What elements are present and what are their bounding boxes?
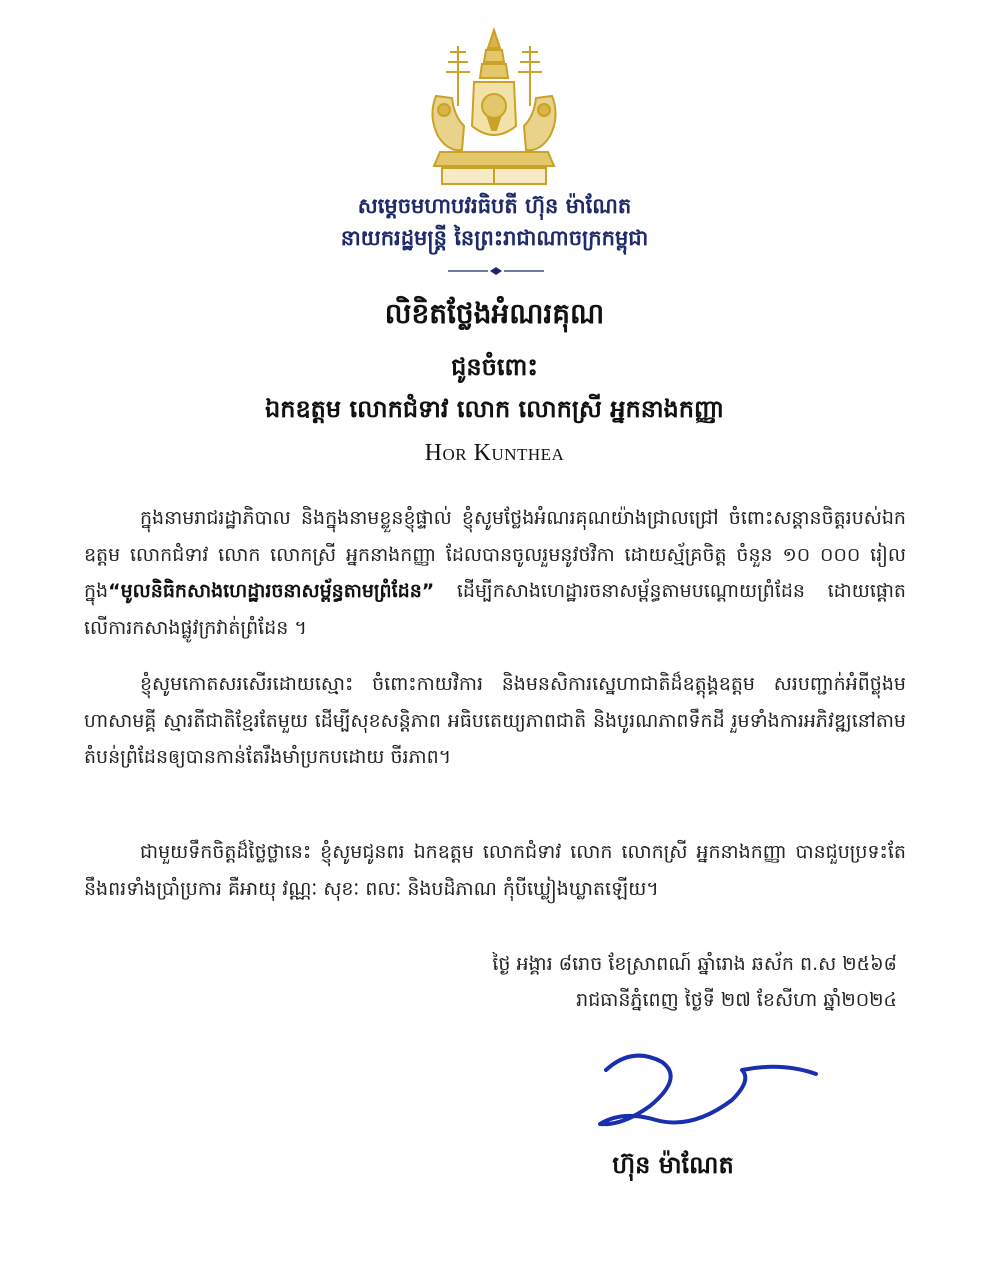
recipient-honorifics: ឯកឧត្តម លោកជំទាវ លោក លោកស្រី អ្នកនាងកញ្ញា bbox=[264, 395, 725, 423]
solar-date: រាជធានីភ្នំពេញ ថ្ងៃទី ២៧ ខែសីហា ឆ្នាំ២០២៤ bbox=[576, 989, 897, 1011]
lunar-date: ថ្ងៃ អង្គារ ៨រោច ខែស្រាពណ៍ ឆ្នាំរោង ឆស័ក ព.ស ២៥៦៨ bbox=[492, 953, 897, 975]
fund-name: “មូលនិធិកសាងហេដ្ឋារចនាសម្ព័ន្ធតាមព្រំដែន” bbox=[108, 580, 435, 602]
handwritten-signature bbox=[592, 1040, 822, 1140]
body-paragraph-3 bbox=[84, 834, 906, 907]
paragraph-1-text-end: ដើម្បីកសាងហេដ្ឋារចនាសម្ព័ន្ធតាមបណ្ដោយព្រំដែន ដោយផ្ដោតលើការកសាងផ្លូវក្រវាត់ព្រំដែន ។ bbox=[84, 580, 906, 639]
royal-coat-of-arms-icon bbox=[418, 26, 570, 188]
government-title: នាយករដ្ឋមន្ត្រី នៃព្រះរាជាណាចក្រកម្ពុជា bbox=[340, 226, 649, 250]
divider-ornament bbox=[448, 266, 544, 276]
signer-name: ហ៊ុន ម៉ាណែត bbox=[612, 1151, 734, 1179]
to-label: ជូនចំពោះ bbox=[451, 353, 538, 381]
letter-title: លិខិតថ្លែងអំណរគុណ bbox=[384, 297, 605, 330]
paragraph-3-text: ជាមួយទឹកចិត្តដ៏ថ្លៃថ្លានេះ ខ្ញុំសូមជូនពរ ឯកឧត្តម លោកជំទាវ លោក លោកស្រី អ្នកនាងកញ្ញា បានជួបប្រទះតែនឹងពរទាំងប្រាំប្រការ គឺអាយុ វណ្ណៈ សុខៈ ពលៈ និងបដិភាណ កុំបីឃ្លៀងឃ្លាតឡើយ។ bbox=[84, 841, 906, 900]
paragraph-2-text: ខ្ញុំសូមកោតសរសើរដោយស្មោះ ចំពោះកាយវិការ និងមនសិការស្នេហាជាតិដ៏ឧត្តុង្គឧត្តម សរបញ្ជាក់អំពីថ្លុងមហាសាមគ្គី ស្មារតីជាតិខ្មែរតែមួយ ដើម្បីសុខសន្តិភាព អធិបតេយ្យភាពជាតិ និងបូរណភាពទឹកដី រួមទាំងការអភិវឌ្ឍនៅតាមតំបន់ព្រំដែនឲ្យបានកាន់តែរឹងមាំប្រកបដោយ ចីរភាព។ bbox=[84, 673, 906, 768]
body-paragraph-1 bbox=[84, 500, 906, 646]
prime-minister-title: សម្ដេចមហាបវរធិបតី ហ៊ុន ម៉ាណែត bbox=[357, 194, 632, 218]
body-paragraph-2 bbox=[84, 666, 906, 776]
paragraph-1-text: ក្នុងនាមរាជរដ្ឋាភិបាល និងក្នុងនាមខ្លួនខ្ញុំផ្ទាល់ ខ្ញុំសូមថ្លែងអំណរគុណយ៉ាងជ្រាលជ្រៅ ចំពោះសន្តានចិត្តរបស់ឯកឧត្តម លោកជំទាវ លោក លោកស្រី អ្នកនាងកញ្ញា ដែលបានចូលរួមនូវថវិកា ដោយស្ម័គ្រចិត្ត ចំនួន ១០ ០០០ រៀលក្នុង bbox=[84, 507, 906, 602]
recipient-name: Hor Kunthea bbox=[424, 440, 565, 466]
